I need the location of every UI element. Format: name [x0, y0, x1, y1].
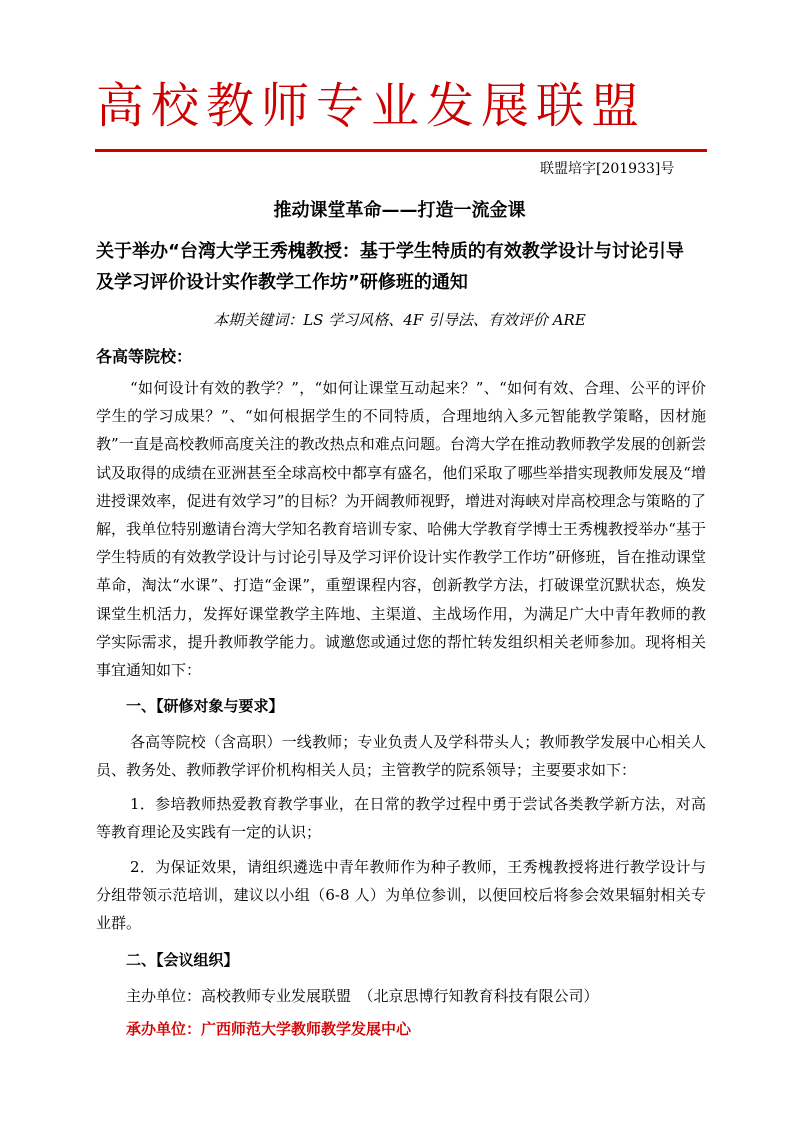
section1-heading: 一、【研修对象与要求】 [126, 697, 284, 715]
section2-heading: 二、【会议组织】 [126, 951, 239, 969]
notice-title [96, 236, 706, 298]
slogan: 推动课堂革命——打造一流金课 [273, 200, 526, 221]
organizer: 主办单位：高校教师专业发展联盟 （北京思博行知教育科技有限公司） [126, 987, 599, 1005]
co-organizer: 承办单位：广西师范大学教师教学发展中心 [126, 1020, 412, 1038]
notice-title-line2: 及学习评价设计实作教学工作坊”研修班的通知 [96, 272, 468, 293]
section1-item2: 2．为保证效果，请组织遴选中青年教师作为种子教师，王秀槐教授将进行教学设计与分组带领示范培训，建议以小组（6-8 人）为单位参训，以便回校后将参会效果辐射相关专业群。 [96, 858, 706, 933]
keywords: 本期关键词：LS 学习风格、4F 引导法、有效评价 ARE [213, 311, 586, 329]
doc-number: 联盟培字[201933]号 [540, 161, 675, 177]
salutation: 各高等院校： [96, 347, 193, 366]
section1-body: 各高等院校（含高职）一线教师；专业负责人及学科带头人；教师教学发展中心相关人员、教务处、教师教学评价机构相关人员；主管教学的院系领导；主要要求如下： [96, 733, 706, 780]
section1-item1: 1．参培教师热爱教育教学事业，在日常的教学过程中勇于尝试各类教学新方法，对高等教育理论及实践有一定的认识； [96, 795, 706, 842]
org-title: 高校教师专业发展联盟 [96, 78, 647, 134]
notice-title-line1: 关于举办“台湾大学王秀槐教授：基于学生特质的有效教学设计与讨论引导 [96, 241, 684, 262]
intro-paragraph: “如何设计有效的教学？”，“如何让课堂互动起来？”、“如何有效、合理、公平的评价学生的学习成果？”、“如何根据学生的不同特质，合理地纳入多元智能教学策略，因材施教”一直是高校教师高度关注的教改热点和难点问题。台湾大学在推动教师教学发展的创新尝试及取得的成绩在亚洲甚至全球高校中都享有盛名，他们采取了哪些举措实现教师发展及“增进授课效率，促进有效学习”的目标？为开阔教师视野，增进对海峡对岸高校理念与策略的了解，我单位特别邀请台湾大学知名教育培训专家、哈佛大学教育学博士王秀槐教授举办“基于学生特质的有效教学设计与讨论引导及学习评价设计实作教学工作坊”研修班，旨在推动课堂革命，淘汰“水课”、打造“金课”，重塑课程内容，创新教学方法，打破课堂沉默状态，焕发课堂生机活力，发挥好课堂教学主阵地、主渠道、主战场作用，为满足广大中青年教师的教学实际需求，提升教师教学能力。诚邀您或通过您的帮忙转发组织相关老师参加。现将相关事宜通知如下： [96, 379, 706, 680]
header-divider [95, 149, 707, 152]
